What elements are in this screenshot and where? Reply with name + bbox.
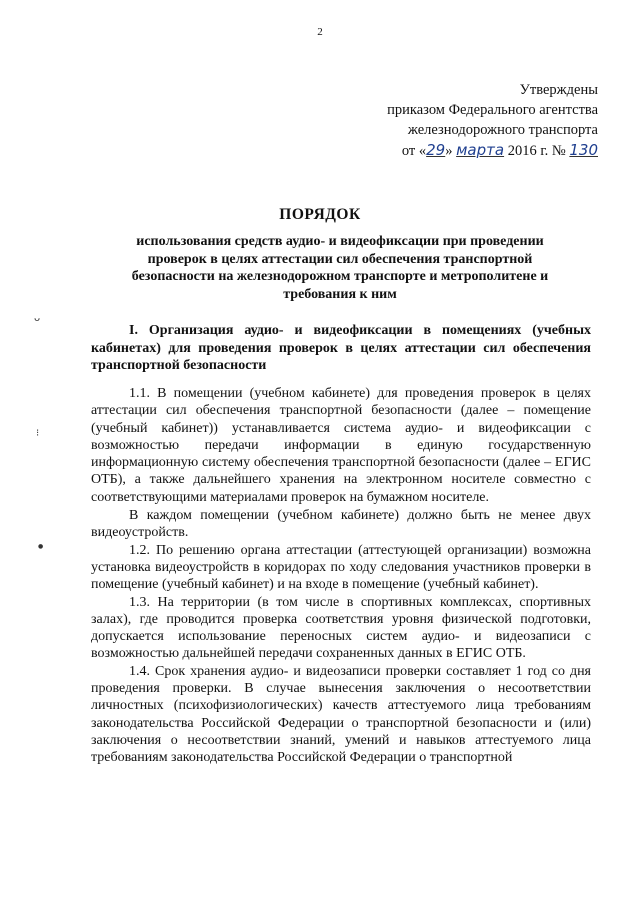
paragraph-1-1: 1.1. В помещении (учебном кабинете) для проведения проверок в целях аттестации сил обеспечения транспортной безопасности (далее – помещение (учебный кабинет)) устанавливается система аудио- и видеофиксации с возможностью передачи информации в единую государственную информационную систему обеспечения транспортной безопасности (далее – ЕГИС ОТБ), а также дальнейшего хранения на электронном носителе совместно с соответствующими материалами проверок на бумажном носителе. <box>91 386 591 505</box>
body-text <box>91 385 591 767</box>
approval-date-mid1: » <box>445 143 457 159</box>
paragraph-1-2: 1.2. По решению органа аттестации (аттестующей организации) возможна установка видеоустройств в коридорах по ходу следования участников проверки в помещение (учебный кабинет) и на входе в помещение (учебный кабинет). <box>91 542 591 593</box>
approval-block <box>387 80 598 161</box>
paragraph-devices: В каждом помещении (учебном кабинете) должно быть не менее двух видеоустройств. <box>91 508 591 541</box>
approval-line-3: железнодорожного транспорта <box>407 122 598 138</box>
scan-mark-2: ⁝ <box>36 428 40 439</box>
approval-day-handwritten: 29 <box>426 141 446 159</box>
document-title: ПОРЯДОК <box>279 206 361 223</box>
approval-month-handwritten: марта <box>456 141 505 159</box>
scan-mark-3: ● <box>38 543 44 550</box>
approval-number-handwritten: 130 <box>569 141 598 159</box>
document-subtitle: использования средств аудио- и видеофиксации при проведении проверок в целях аттестации сил обеспечения транспортной безопасности на железнодорожном транспорте и метрополитене и требования к ним <box>131 234 549 302</box>
approval-date-prefix: от « <box>401 143 427 159</box>
paragraph-1-4: 1.4. Срок хранения аудио- и видеозаписи проверки составляет 1 год со дня проведения проверки. В случае вынесения заключения о несоответствии личностных (психофизиологических) качеств аттестуемого лица требованиям законодательства Российской Федерации о транспортной безопасности и (или) заключения о несоответствии знаний, умений и навыков аттестуемого лица требованиям законодательства Российской Федерации о транспортной <box>91 663 591 766</box>
approval-line-4 <box>387 140 598 161</box>
section-heading: I. Организация аудио- и видеофиксации в помещениях (учебных кабинетах) для проведения проверок в целях аттестации сил обеспечения транспортной безопасности <box>91 323 591 373</box>
approval-line-1: Утверждены <box>519 82 598 98</box>
approval-date-mid2: 2016 г. № <box>504 143 570 159</box>
paragraph-1-3: 1.3. На территории (в том числе в спортивных комплексах, спортивных залах), где проводится проверка соответствия уровня физической подготовки, допускается использование переносных систем аудио- и видеозаписи с возможностью дальнейшей передачи сохраненных данных в ЕГИС ОТБ. <box>91 594 591 662</box>
scan-mark-1: ᴗ <box>34 313 41 324</box>
page-number: 2 <box>317 26 323 38</box>
approval-line-2: приказом Федерального агентства <box>387 102 598 118</box>
